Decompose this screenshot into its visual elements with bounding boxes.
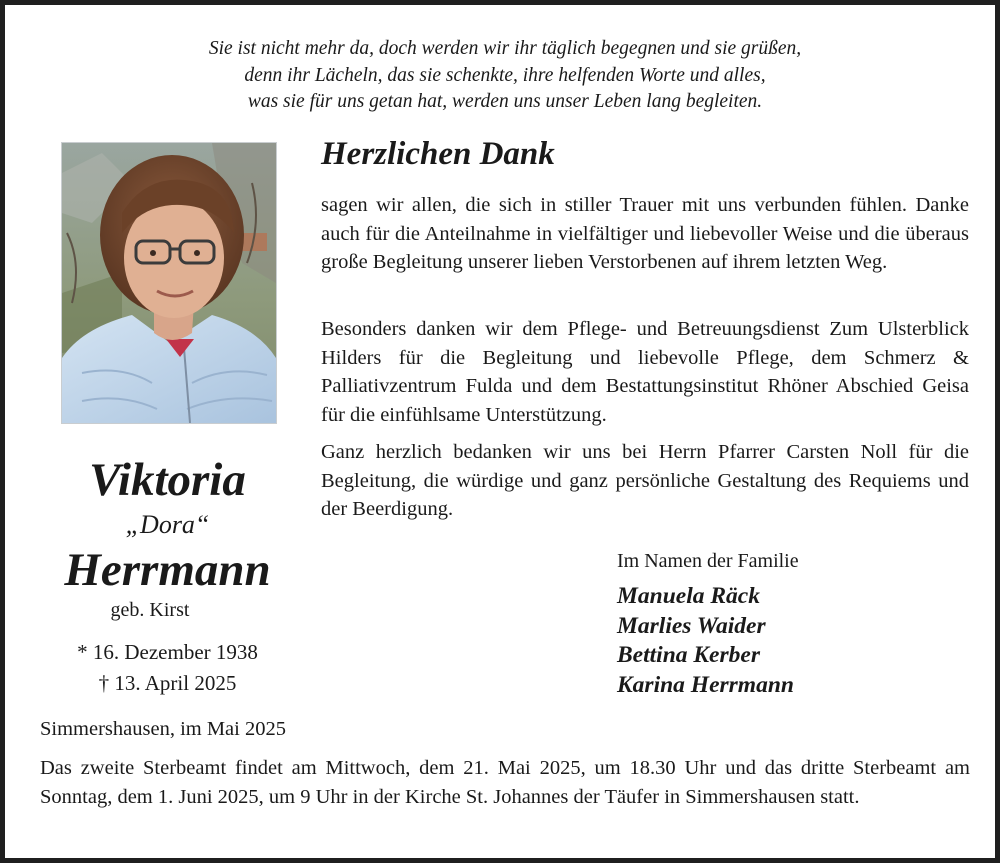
signer-name: Marlies Waider bbox=[617, 612, 766, 639]
thanks-heading: Herzlichen Dank bbox=[321, 136, 555, 172]
poem-line: was sie für uns getan hat, werden uns unser Leben lang begleiten. bbox=[247, 91, 763, 112]
deceased-birth-name: geb. Kirst bbox=[110, 599, 190, 621]
deceased-nickname: „Dora“ bbox=[125, 510, 210, 539]
family-intro: Im Namen der Familie bbox=[617, 550, 799, 572]
poem-line: Sie ist nicht mehr da, doch werden wir ihr täglich begegnen und sie grüßen, bbox=[208, 38, 802, 59]
portrait-illustration bbox=[62, 143, 276, 423]
death-date: † 13. April 2025 bbox=[98, 671, 237, 695]
life-dates bbox=[45, 637, 290, 699]
memorial-poem bbox=[45, 36, 965, 116]
signer-list bbox=[617, 582, 794, 700]
birth-date: * 16. Dezember 1938 bbox=[77, 640, 258, 664]
thanks-paragraph: Ganz herzlich bedanken wir uns bei Herrn Pfarrer Carsten Noll für die Begleitung, die würdige und ganz persönliche Gestaltung des Requiems und der Beerdigung. bbox=[321, 441, 969, 520]
signer-name: Karina Herrmann bbox=[617, 671, 794, 698]
thanks-paragraph: sagen wir allen, die sich in stiller Trauer mit uns verbunden fühlen. Danke auch für die Anteilnahme in vielfältiger und liebevoller Weise und die überaus große Begleitung unserer lieben Verstorbenen auf ihrem letzten Weg. bbox=[321, 194, 969, 273]
deceased-first-name: Viktoria bbox=[89, 454, 246, 506]
signer-name: Bettina Kerber bbox=[617, 642, 760, 668]
portrait-photo bbox=[61, 142, 277, 424]
poem-line: denn ihr Lächeln, das sie schenkte, ihre helfenden Worte und alles, bbox=[244, 64, 766, 86]
place-date: Simmershausen, im Mai 2025 bbox=[40, 718, 286, 740]
signer-name: Manuela Räck bbox=[617, 583, 760, 609]
service-notice: Das zweite Sterbeamt findet am Mittwoch, dem 21. Mai 2025, um 18.30 Uhr und das dritte Sterbeamt am Sonntag, dem 1. Juni 2025, um 9 Uhr in der Kirche St. Johannes der Täufer in Simmershausen statt. bbox=[40, 757, 970, 808]
thanks-paragraph: Besonders danken wir dem Pflege- und Betreuungsdienst Zum Ulsterblick Hilders für die Begleitung und liebevolle Pflege, dem Schmerz & Palliativzentrum Fulda und dem Bestattungsinstitut Rhöner Abschied Geisa für die einfühlsame Unterstützung. bbox=[321, 318, 969, 426]
deceased-last-name: Herrmann bbox=[64, 544, 271, 596]
